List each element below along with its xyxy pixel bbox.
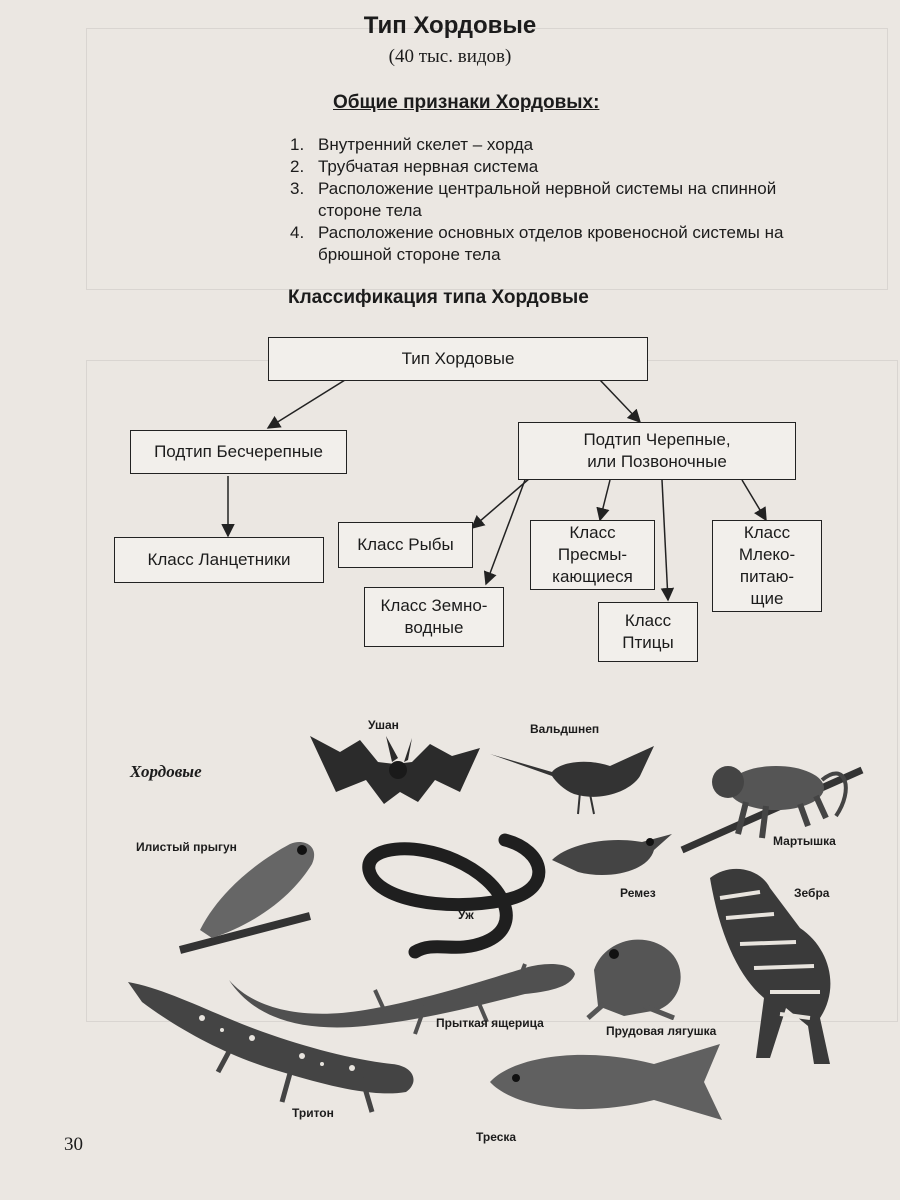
list-item: 4. Расположение основных отделов кровеносной системы на брюшной стороне тела [290,223,784,264]
subtype-acrania-box: Подтип Бесчерепные [130,430,347,474]
animal-label-remez: Ремез [620,886,656,900]
class-fish-box: Класс Рыбы [338,522,473,568]
animal-label-martyshka: Мартышка [773,834,836,848]
cod-illustration [484,1036,734,1126]
class-amphibians-box: Класс Земно- водные [364,587,504,647]
animal-label-zebra: Зебра [794,886,830,900]
list-item: 3. Расположение центральной нервной системы на спинной стороне тела [290,179,777,220]
tit-illustration [548,820,678,890]
root-type-box: Тип Хордовые [268,337,648,381]
list-item: 1. Внутренний скелет – хорда [290,135,534,154]
illustration-caption: Хордовые [130,762,202,781]
bat-illustration [300,722,490,822]
animal-label-prudovaya-lyagushka: Прудовая лягушка [606,1024,717,1038]
page-number: 30 [64,1134,83,1155]
animal-label-prytkaya-yashcheritsa: Прыткая ящерица [436,1016,544,1030]
animal-label-valdshnep: Вальдшнеп [530,722,600,736]
animal-label-triton: Тритон [292,1106,334,1120]
animal-label-ushan: Ушан [368,718,399,732]
class-lancelets-box: Класс Ланцетники [114,537,324,583]
class-birds-box: Класс Птицы [598,602,698,662]
woodcock-illustration [490,736,660,816]
classification-heading: Классификация типа Хордовые [288,287,589,308]
frog-illustration [584,920,694,1020]
animal-label-uzh: Уж [458,908,474,922]
grass-snake-illustration [355,830,565,970]
species-count: (40 тыс. видов) [388,46,512,67]
monkey-illustration [676,730,866,860]
newt-illustration [122,968,422,1118]
class-reptiles-box: Класс Пресмы- кающиеся [530,520,655,590]
class-mammals-box: Класс Млеко- питаю- щие [712,520,822,612]
list-item: 2. Трубчатая нервная система [290,157,539,176]
animal-label-ilisty-prygun: Илистый прыгун [136,840,237,854]
animal-label-treska: Треска [476,1130,517,1144]
page-title: Тип Хордовые [363,12,537,39]
features-heading: Общие признаки Хордовых: [333,92,600,113]
subtype-craniata-box: Подтип Черепные, или Позвоночные [518,422,796,480]
